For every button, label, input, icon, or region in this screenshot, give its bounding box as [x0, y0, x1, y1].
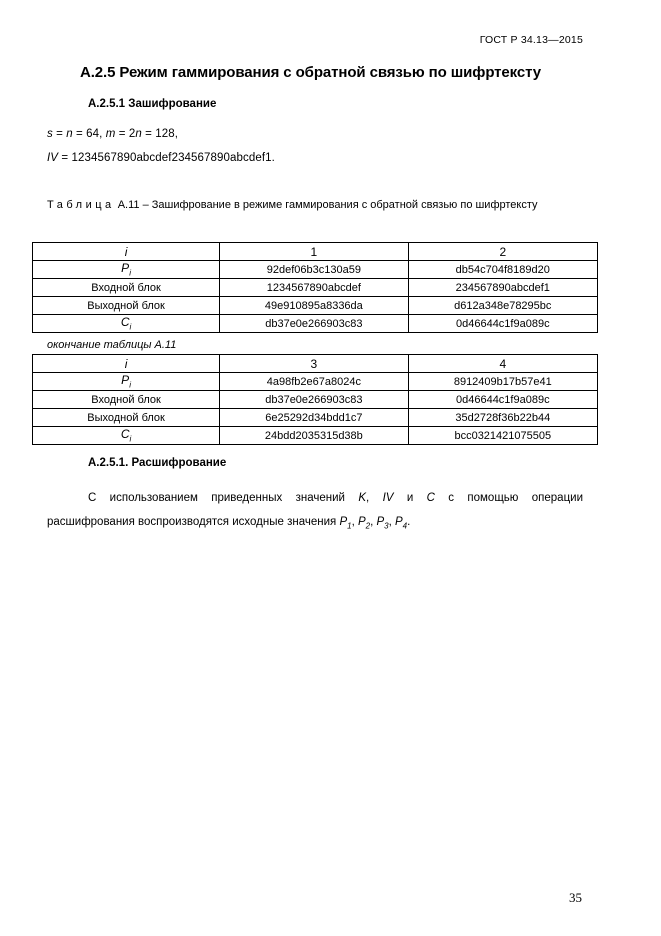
- row-label: $P_i$: [33, 261, 220, 279]
- page-number: 35: [569, 890, 582, 905]
- table-row: [33, 315, 598, 333]
- table-continuation-label: окончание таблицы А.11: [47, 339, 177, 351]
- table-row: [33, 279, 598, 297]
- decryption-paragraph: [47, 486, 583, 538]
- table-cell: 0d46644c1f9a089c: [408, 391, 597, 409]
- table-cell: d612a348e78295bc: [408, 297, 597, 315]
- table-cell: 8912409b17b57e41: [408, 373, 597, 391]
- parameters-line: [47, 128, 178, 140]
- table-row: [33, 409, 598, 427]
- table-cell: 1234567890abcdef: [220, 279, 408, 297]
- decryption-subsection-title: А.2.5.1. Расшифрование: [88, 457, 227, 469]
- row-label: $C_i$: [33, 427, 220, 445]
- iv-line: [47, 152, 275, 164]
- param-m: m: [105, 128, 116, 140]
- row-label: Выходной блок: [33, 297, 220, 315]
- param-eq1: =: [52, 128, 67, 140]
- iv-label: IV: [47, 152, 59, 164]
- table-header-cell: 1: [220, 243, 408, 261]
- table-row: [33, 391, 598, 409]
- row-label: $P_i$: [33, 373, 220, 391]
- param-eq2: = 64,: [72, 128, 106, 140]
- table-row: [33, 427, 598, 445]
- table-header-row: [33, 243, 598, 261]
- table-a11-part2: [32, 354, 598, 445]
- table-cell: db54c704f8189d20: [408, 261, 597, 279]
- table-caption-text: А.11 – Зашифрование в режиме гаммирования с обратной связью по шифртексту: [114, 199, 538, 211]
- table-cell: 6e25292d34bdd1c7: [220, 409, 408, 427]
- table-header-cell: i: [33, 243, 220, 261]
- iv-value: = 1234567890abcdef234567890abcdef1.: [58, 152, 275, 164]
- table-cell: 234567890abcdef1: [408, 279, 597, 297]
- document-id: ГОСТ Р 34.13—2015: [479, 34, 583, 46]
- row-label: Выходной блок: [33, 409, 220, 427]
- table-header-cell: 4: [408, 355, 597, 373]
- table-cell: db37e0e266903c83: [220, 391, 408, 409]
- table-cell: db37e0e266903c83: [220, 315, 408, 333]
- table-row: [33, 261, 598, 279]
- section-title: А.2.5 Режим гаммирования с обратной связью по шифртексту: [80, 64, 541, 81]
- encryption-subsection-title: А.2.5.1 Зашифрование: [88, 98, 217, 110]
- table-header-row: [33, 355, 598, 373]
- param-n2: n: [135, 128, 142, 140]
- paragraph-line-1: С использованием приведенных значений K, IV и C с помощью операции: [88, 492, 584, 504]
- table-header-cell: i: [33, 355, 220, 373]
- table-cell: 49e910895a8336da: [220, 297, 408, 315]
- param-eq3: = 2: [115, 128, 136, 140]
- param-eq4: = 128,: [141, 128, 179, 140]
- table-cell: bcc0321421075505: [408, 427, 597, 445]
- table-row: [33, 373, 598, 391]
- table-cell: 35d2728f36b22b44: [408, 409, 597, 427]
- param-n: n: [66, 128, 73, 140]
- row-label: Входной блок: [33, 391, 220, 409]
- row-label: Входной блок: [33, 279, 220, 297]
- table-header-cell: 3: [220, 355, 408, 373]
- table-cell: 92def06b3c130a59: [220, 261, 408, 279]
- table-row: [33, 297, 598, 315]
- row-label: $C_i$: [33, 315, 220, 333]
- table-a11-part1: [32, 242, 598, 333]
- table-cell: 24bdd2035315d38b: [220, 427, 408, 445]
- table-caption-prefix: Таблица: [47, 199, 115, 211]
- table-caption: [47, 198, 583, 213]
- table-cell: 4a98fb2e67a8024c: [220, 373, 408, 391]
- table-header-cell: 2: [408, 243, 597, 261]
- table-cell: 0d46644c1f9a089c: [408, 315, 597, 333]
- paragraph-line-2: расшифрования воспроизводятся исходные значения $P_1$, $P_2$, $P_3$, $P_4$.: [47, 516, 411, 531]
- param-s: s: [47, 128, 53, 140]
